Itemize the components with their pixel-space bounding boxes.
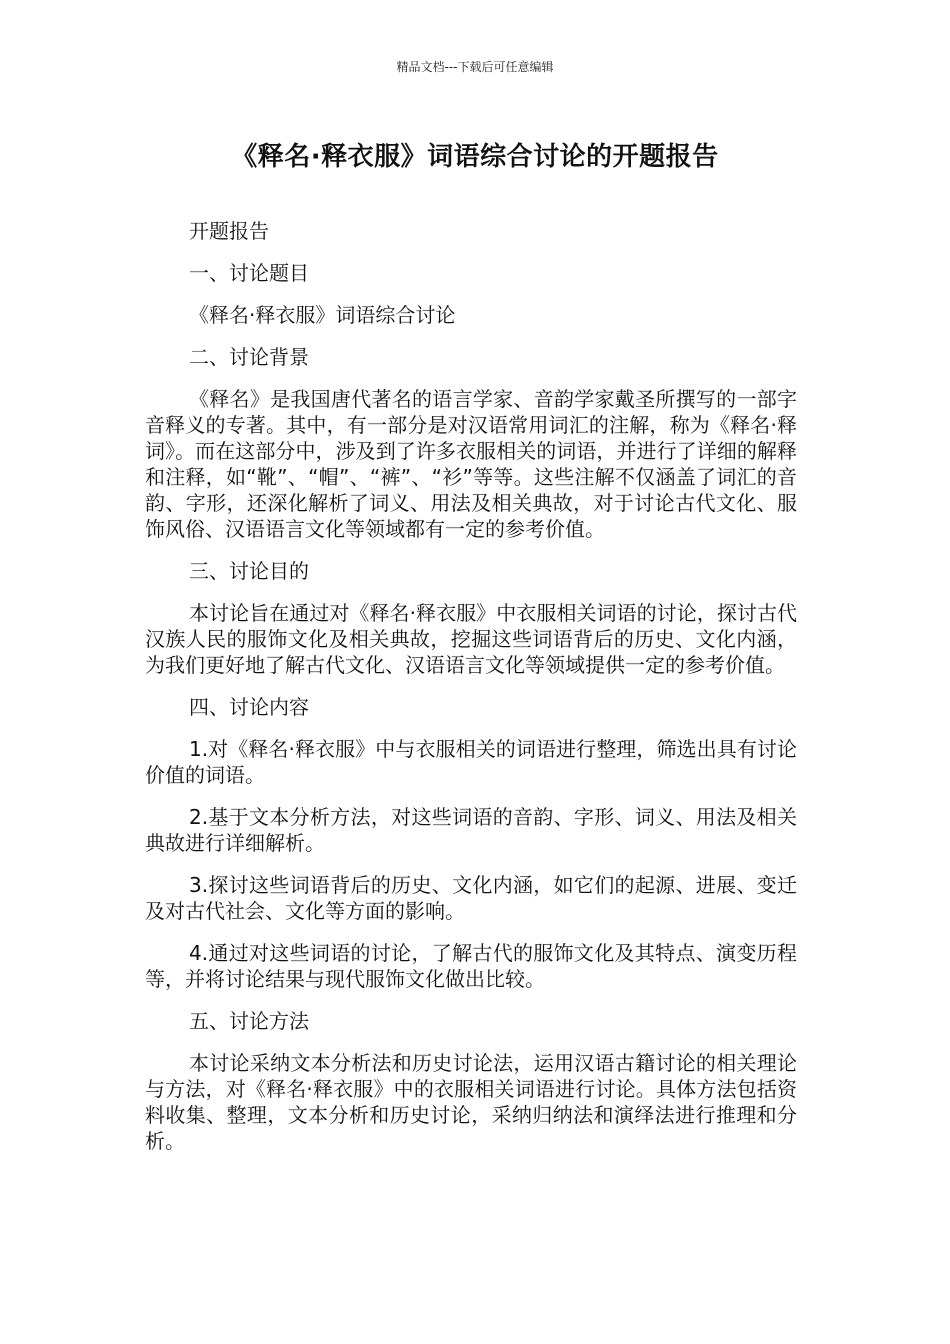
topic-text: 《释名·释衣服》词语综合讨论	[189, 303, 456, 327]
section-heading-topic: 一、讨论题目	[189, 261, 309, 285]
section-heading-content: 四、讨论内容	[189, 695, 309, 719]
section-heading-method: 五、讨论方法	[189, 1009, 309, 1033]
heading-report: 开题报告	[189, 219, 269, 243]
section-heading-purpose: 三、讨论目的	[189, 559, 309, 583]
document-title: 《释名·释衣服》词语综合讨论的开题报告	[231, 142, 719, 172]
document-body	[145, 218, 797, 1170]
method-paragraph: 本讨论采纳文本分析法和历史讨论法，运用汉语古籍讨论的相关理论与方法，对《释名·释衣服》中的衣服相关词语进行讨论。具体方法包括资料收集、整理，文本分析和历史讨论，采纳归纳法和演绎法进行推理和分析。	[145, 1051, 797, 1153]
section-heading-background: 二、讨论背景	[189, 345, 309, 369]
content-item-4: 4.通过对这些词语的讨论，了解古代的服饰文化及其特点、演变历程等，并将讨论结果与现代服饰文化做出比较。	[145, 941, 797, 991]
purpose-paragraph: 本讨论旨在通过对《释名·释衣服》中衣服相关词语的讨论，探讨古代汉族人民的服饰文化及相关典故，挖掘这些词语背后的历史、文化内涵，为我们更好地了解古代文化、汉语语言文化等领域提供一定的参考价值。	[145, 601, 797, 677]
background-paragraph: 《释名》是我国唐代著名的语言学家、音韵学家戴圣所撰写的一部字音释义的专著。其中，有一部分是对汉语常用词汇的注解，称为《释名·释词》。而在这部分中，涉及到了许多衣服相关的词语，并进行了详细的解释和注释，如“靴”、“帽”、“裤”、“衫”等等。这些注解不仅涵盖了词汇的音韵、字形，还深化解析了词义、用法及相关典故，对于讨论古代文化、服饰风俗、汉语语言文化等领域都有一定的参考价值。	[145, 387, 797, 541]
header-note: 精品文档---下载后可任意编辑	[396, 60, 554, 74]
content-item-2: 2.基于文本分析方法，对这些词语的音韵、字形、词义、用法及相关典故进行详细解析。	[145, 805, 797, 855]
content-item-1: 1.对《释名·释衣服》中与衣服相关的词语进行整理，筛选出具有讨论价值的词语。	[145, 737, 797, 787]
content-item-3: 3.探讨这些词语背后的历史、文化内涵，如它们的起源、进展、变迁及对古代社会、文化等方面的影响。	[145, 873, 797, 923]
